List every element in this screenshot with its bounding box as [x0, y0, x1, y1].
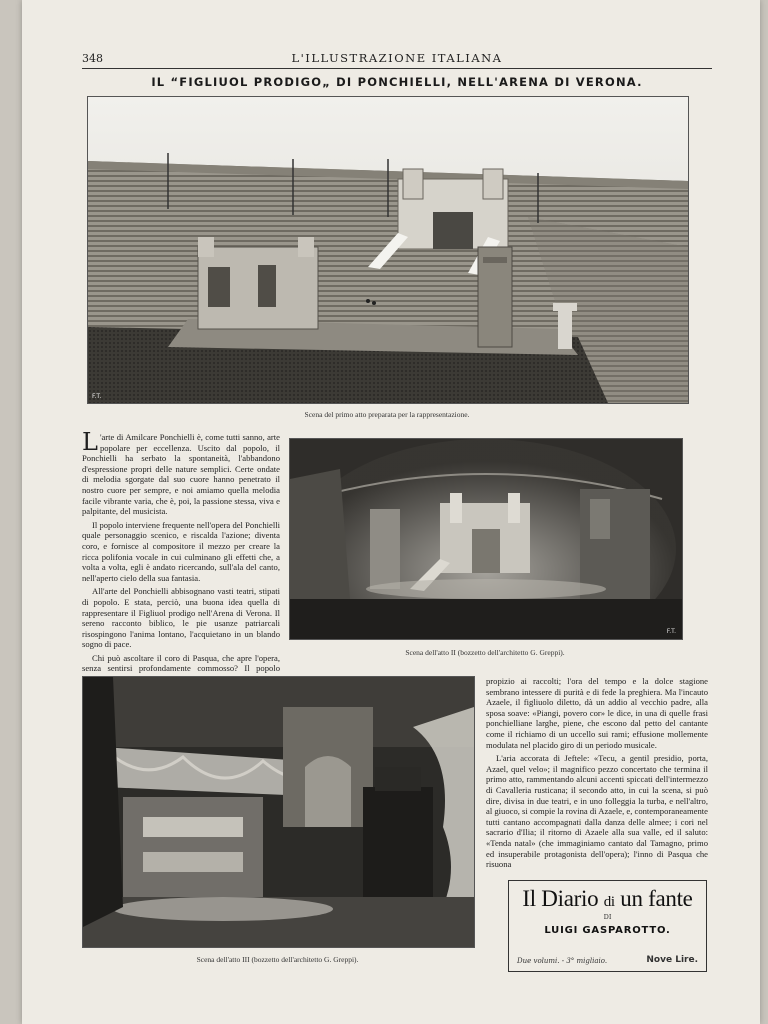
- photo-mark: F.T.: [92, 393, 102, 400]
- magazine-title: L'ILLUSTRAZIONE ITALIANA: [291, 51, 503, 65]
- article-body-left: [82, 428, 280, 688]
- photo-mark: F.T.: [666, 628, 676, 635]
- body-paragraph: 'arte di Amilcare Ponchielli è, come tutti sanno, arte popolare per eccellenza. Uscito dal popolo, il Ponchielli ha serbato la spontaneità, l'abbandono d'espressione propri delle nature semplici. Certe ondate di melodia sgorgate dal suo cuore hanno penetrato il nostro cuore per sempre, e noi amiamo quella melodia facile vibrante varia, che è, poi, la passione stessa, viva e palpitante, del musicista.: [82, 432, 280, 517]
- article-body-right: [486, 676, 708, 873]
- ad-by-label: DI: [603, 913, 612, 921]
- body-paragraph: propizio ai raccolti; l'ora del tempo e la dolce stagione sembrano intessere di purità e di fede la preghiera. Ma l'incauto Azaele, il figliuolo diletto, dà un addio al vecchio padre, alla sposa soave: «Piangi, povero cor» le dice, in una di quelle frasi ponchielliane larghe, piene, che escono dal petto del cantante come il richiamo di un uccello sui rami; effusione mollemente modulata nel placido giro di un periodo musicale.: [486, 676, 708, 750]
- arena-photo-drawing: [88, 97, 688, 403]
- book-advertisement: [508, 880, 707, 972]
- caption-act-three: Scena dell'atto III (bozzetto dell'architetto G. Greppi).: [196, 955, 359, 964]
- page-number: 348: [82, 52, 103, 65]
- body-paragraph: Il popolo interviene frequente nell'opera del Ponchielli quale personaggio scenico, e riscalda l'azione; diventa coro, e fornisce al compositore il mezzo per creare la ricca polifonia vocale in cui culminano gli effetti che, a volta a volta, egli è andato ricercando, sull'ala del canto, nell'aperto cielo della sua fantasia.: [82, 519, 280, 583]
- ad-price: Nove Lire.: [646, 955, 698, 965]
- page-header: [82, 48, 712, 69]
- dropcap-letter: L: [82, 428, 98, 456]
- body-paragraph: All'arte del Ponchielli abbisognano vasti teatri, stipati di popolo. E stata, perciò, una buona idea quella di rappresentare il Figliuol prodigo nell'Arena di Verona. Il sereno racconto biblico, le pie usanze patriarcali risospingono l'anima lontano, l'acquietano in un blando sogno di pace.: [82, 586, 280, 650]
- body-paragraph: Chi può ascoltare il coro di Pasqua, che apre l'opera, senza sentirsi profondamente commosso? Il popolo: [82, 652, 280, 674]
- act-three-drawing: [83, 677, 474, 947]
- caption-act-one: Scena del primo atto preparata per la rappresentazione.: [304, 410, 470, 419]
- ad-author: LUIGI GASPAROTTO.: [544, 925, 671, 936]
- photo-act-three-sketch: [82, 676, 475, 948]
- photo-arena-act-one: [87, 96, 689, 404]
- act-two-drawing: [290, 439, 682, 639]
- ad-title-end: un fante: [620, 886, 693, 911]
- ad-volumes: Due volumi. - 3° migliaio.: [517, 957, 608, 965]
- ad-book-title: [509, 886, 706, 912]
- article-title: IL “FIGLIUOL PRODIGO„ DI PONCHIELLI, NELL'ARENA DI VERONA.: [151, 75, 643, 89]
- ad-title-di: di: [603, 894, 615, 910]
- magazine-page: [22, 0, 760, 1024]
- photo-act-two-sketch: [289, 438, 683, 640]
- caption-act-two: Scena dell'atto II (bozzetto dell'architetto G. Greppi).: [405, 648, 565, 657]
- body-paragraph: L'aria accorata di Jeftele: «Tecu, a gentil presidio, porta, Azael, quel velo»; il magnifico pezzo concertato che termina il primo atto, rammentando alcuni accenti spiccati dell'intermezzo di Cavalleria rusticana; il secondo atto, in cui la scena, si può dire, divisa in due teatri, e in uno folleggia la turba, e nell'altro, al giuoco, si compie la rovina di Azaele, e, contemporaneamente tutti cantano accompagnati dalla danza delle almee; i cori nel sacrario d'Ilia; il ritorno di Azaele alla sua valle, ed il saluto: «Tenda natal» (che immaginiamo cantato dal Tamagno, primo ed insuperabile protagonista dell'opera); l'inno di Pasqua che risuona: [486, 753, 708, 870]
- ad-title-main: Il Diario: [522, 886, 599, 911]
